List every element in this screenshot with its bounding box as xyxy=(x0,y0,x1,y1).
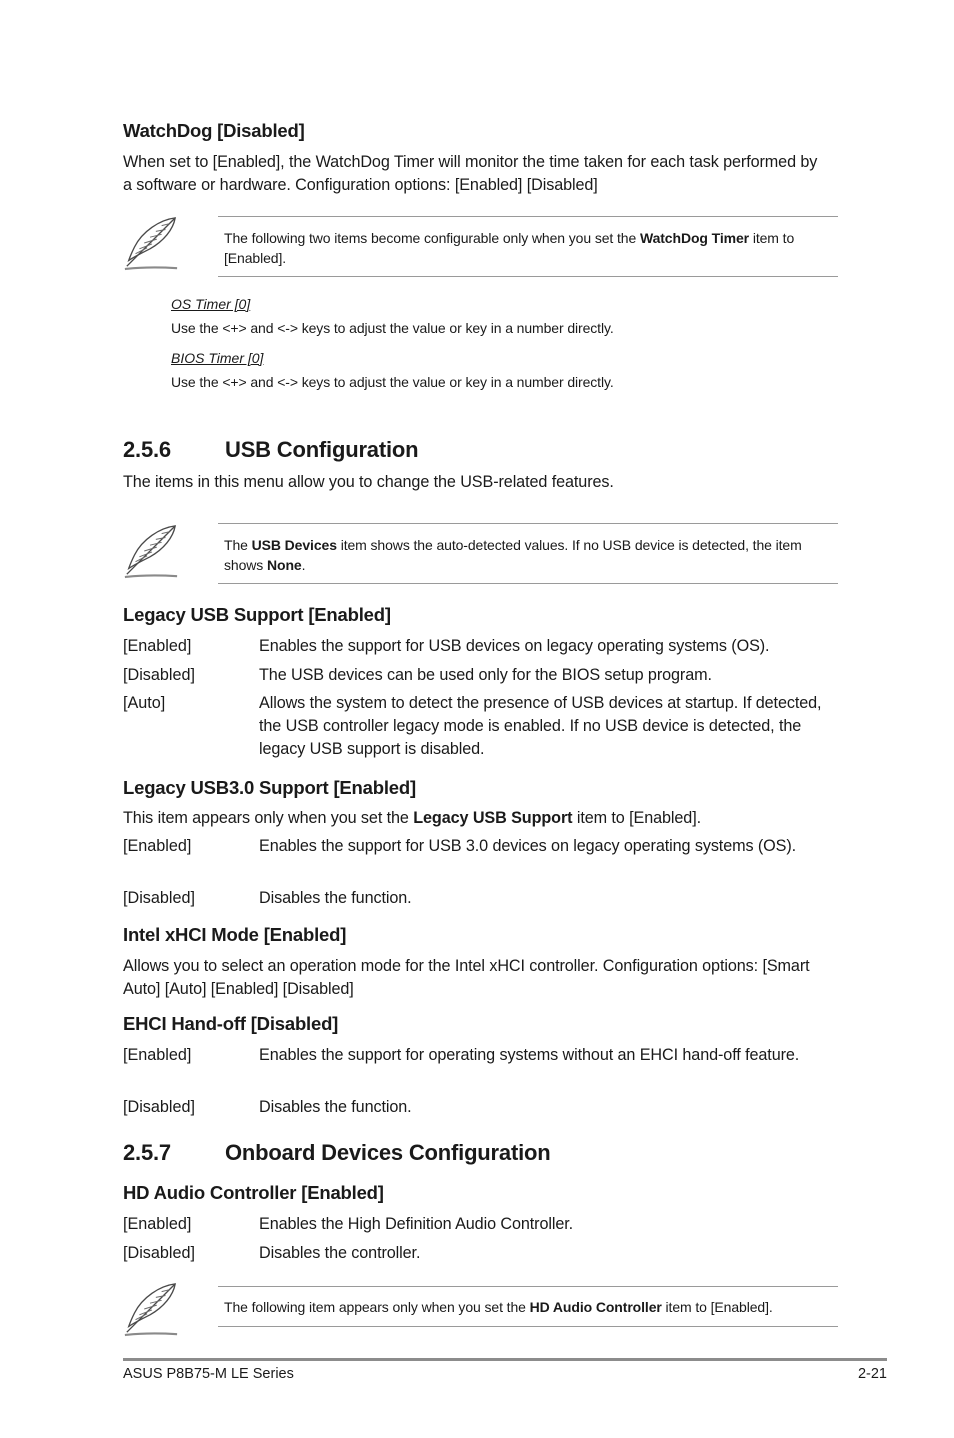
footer-divider xyxy=(123,1358,887,1361)
page-number: 2-21 xyxy=(857,1366,887,1382)
section-number-onboard: 2.5.7 xyxy=(123,1140,171,1165)
option-description: The USB devices can be used only for the BIOS setup program. xyxy=(259,666,712,684)
note-divider-bottom xyxy=(218,583,838,584)
note-divider-top xyxy=(218,216,838,217)
os-timer-description: Use the <+> and <-> keys to adjust the value or key in a number directly. xyxy=(171,320,614,336)
note-divider-bottom xyxy=(218,276,838,277)
note-divider-top xyxy=(218,1286,838,1287)
option-key: [Enabled] xyxy=(123,1046,192,1064)
option-description: Disables the controller. xyxy=(259,1244,421,1262)
note-text: item to [Enabled]. xyxy=(224,230,795,266)
note-bold: None xyxy=(266,557,302,573)
note-text: The xyxy=(224,537,252,553)
legacy-usb3-heading: Legacy USB3.0 Support [Enabled] xyxy=(123,777,416,798)
note-text: item to [Enabled]. xyxy=(661,1299,773,1315)
usb-devices-note xyxy=(224,535,838,575)
xhci-heading: Intel xHCI Mode [Enabled] xyxy=(123,924,347,945)
option-key: [Auto] xyxy=(123,694,166,712)
hd-audio-note xyxy=(224,1297,838,1317)
note-bold: HD Audio Controller xyxy=(529,1299,662,1315)
xhci-description: Allows you to select an operation mode for the Intel xHCI controller. Configuration options: [Smart Auto] [Auto] [Enabled] [Disabled] xyxy=(123,957,810,998)
os-timer-title: OS Timer [0] xyxy=(171,296,251,312)
footer-product-name: ASUS P8B75-M LE Series xyxy=(123,1366,294,1382)
section-number-usb: 2.5.6 xyxy=(123,437,171,462)
bios-timer-description: Use the <+> and <-> keys to adjust the value or key in a number directly. xyxy=(171,374,614,390)
section-title-onboard: Onboard Devices Configuration xyxy=(225,1140,551,1165)
section-title-usb: USB Configuration xyxy=(225,437,419,462)
option-description: Enables the High Definition Audio Controller. xyxy=(259,1215,574,1233)
bios-timer-title: BIOS Timer [0] xyxy=(171,350,264,366)
legacy-usb3-intro xyxy=(123,807,701,830)
option-description: Disables the function. xyxy=(259,889,412,907)
note-bold: USB Devices xyxy=(251,537,337,553)
legacy-usb-heading: Legacy USB Support [Enabled] xyxy=(123,604,391,625)
intro-bold: Legacy USB Support xyxy=(413,809,573,827)
watchdog-heading: WatchDog [Disabled] xyxy=(123,120,305,141)
watchdog-note xyxy=(224,228,838,268)
feather-pen-icon xyxy=(120,214,182,272)
option-description: Disables the function. xyxy=(259,1098,412,1116)
feather-pen-icon xyxy=(120,1280,182,1338)
option-description: Enables the support for USB 3.0 devices on legacy operating systems (OS). xyxy=(259,837,797,855)
feather-pen-icon xyxy=(120,522,182,580)
option-description: Allows the system to detect the presence of USB devices at startup. If detected, the USB controller legacy mode is enabled. If no USB device is detected, the legacy USB support is disabled. xyxy=(259,694,822,758)
note-divider-top xyxy=(218,523,838,524)
intro-text: item to [Enabled]. xyxy=(572,809,702,827)
option-key: [Disabled] xyxy=(123,1244,195,1262)
intro-text: This item appears only when you set the xyxy=(123,809,414,827)
option-key: [Disabled] xyxy=(123,889,195,907)
ehci-heading: EHCI Hand-off [Disabled] xyxy=(123,1013,339,1034)
option-key: [Enabled] xyxy=(123,637,192,655)
note-text: item shows the auto-detected values. If no USB device is detected, the item shows xyxy=(224,537,802,573)
option-key: [Enabled] xyxy=(123,1215,192,1233)
usb-intro: The items in this menu allow you to change the USB-related features. xyxy=(123,473,614,491)
option-key: [Disabled] xyxy=(123,666,195,684)
note-text: The following two items become configurable only when you set the xyxy=(224,230,640,246)
hd-audio-heading: HD Audio Controller [Enabled] xyxy=(123,1182,384,1203)
watchdog-description: When set to [Enabled], the WatchDog Timer will monitor the time taken for each task performed by a software or hardware. Configuration options: [Enabled] [Disabled] xyxy=(123,153,818,194)
option-description: Enables the support for operating systems without an EHCI hand-off feature. xyxy=(259,1046,800,1064)
option-key: [Enabled] xyxy=(123,837,192,855)
note-text: The following item appears only when you set the xyxy=(224,1299,530,1315)
option-key: [Disabled] xyxy=(123,1098,195,1116)
note-bold: WatchDog Timer xyxy=(639,230,750,246)
note-text: . xyxy=(301,557,306,573)
option-description: Enables the support for USB devices on legacy operating systems (OS). xyxy=(259,637,770,655)
note-divider-bottom xyxy=(218,1326,838,1327)
